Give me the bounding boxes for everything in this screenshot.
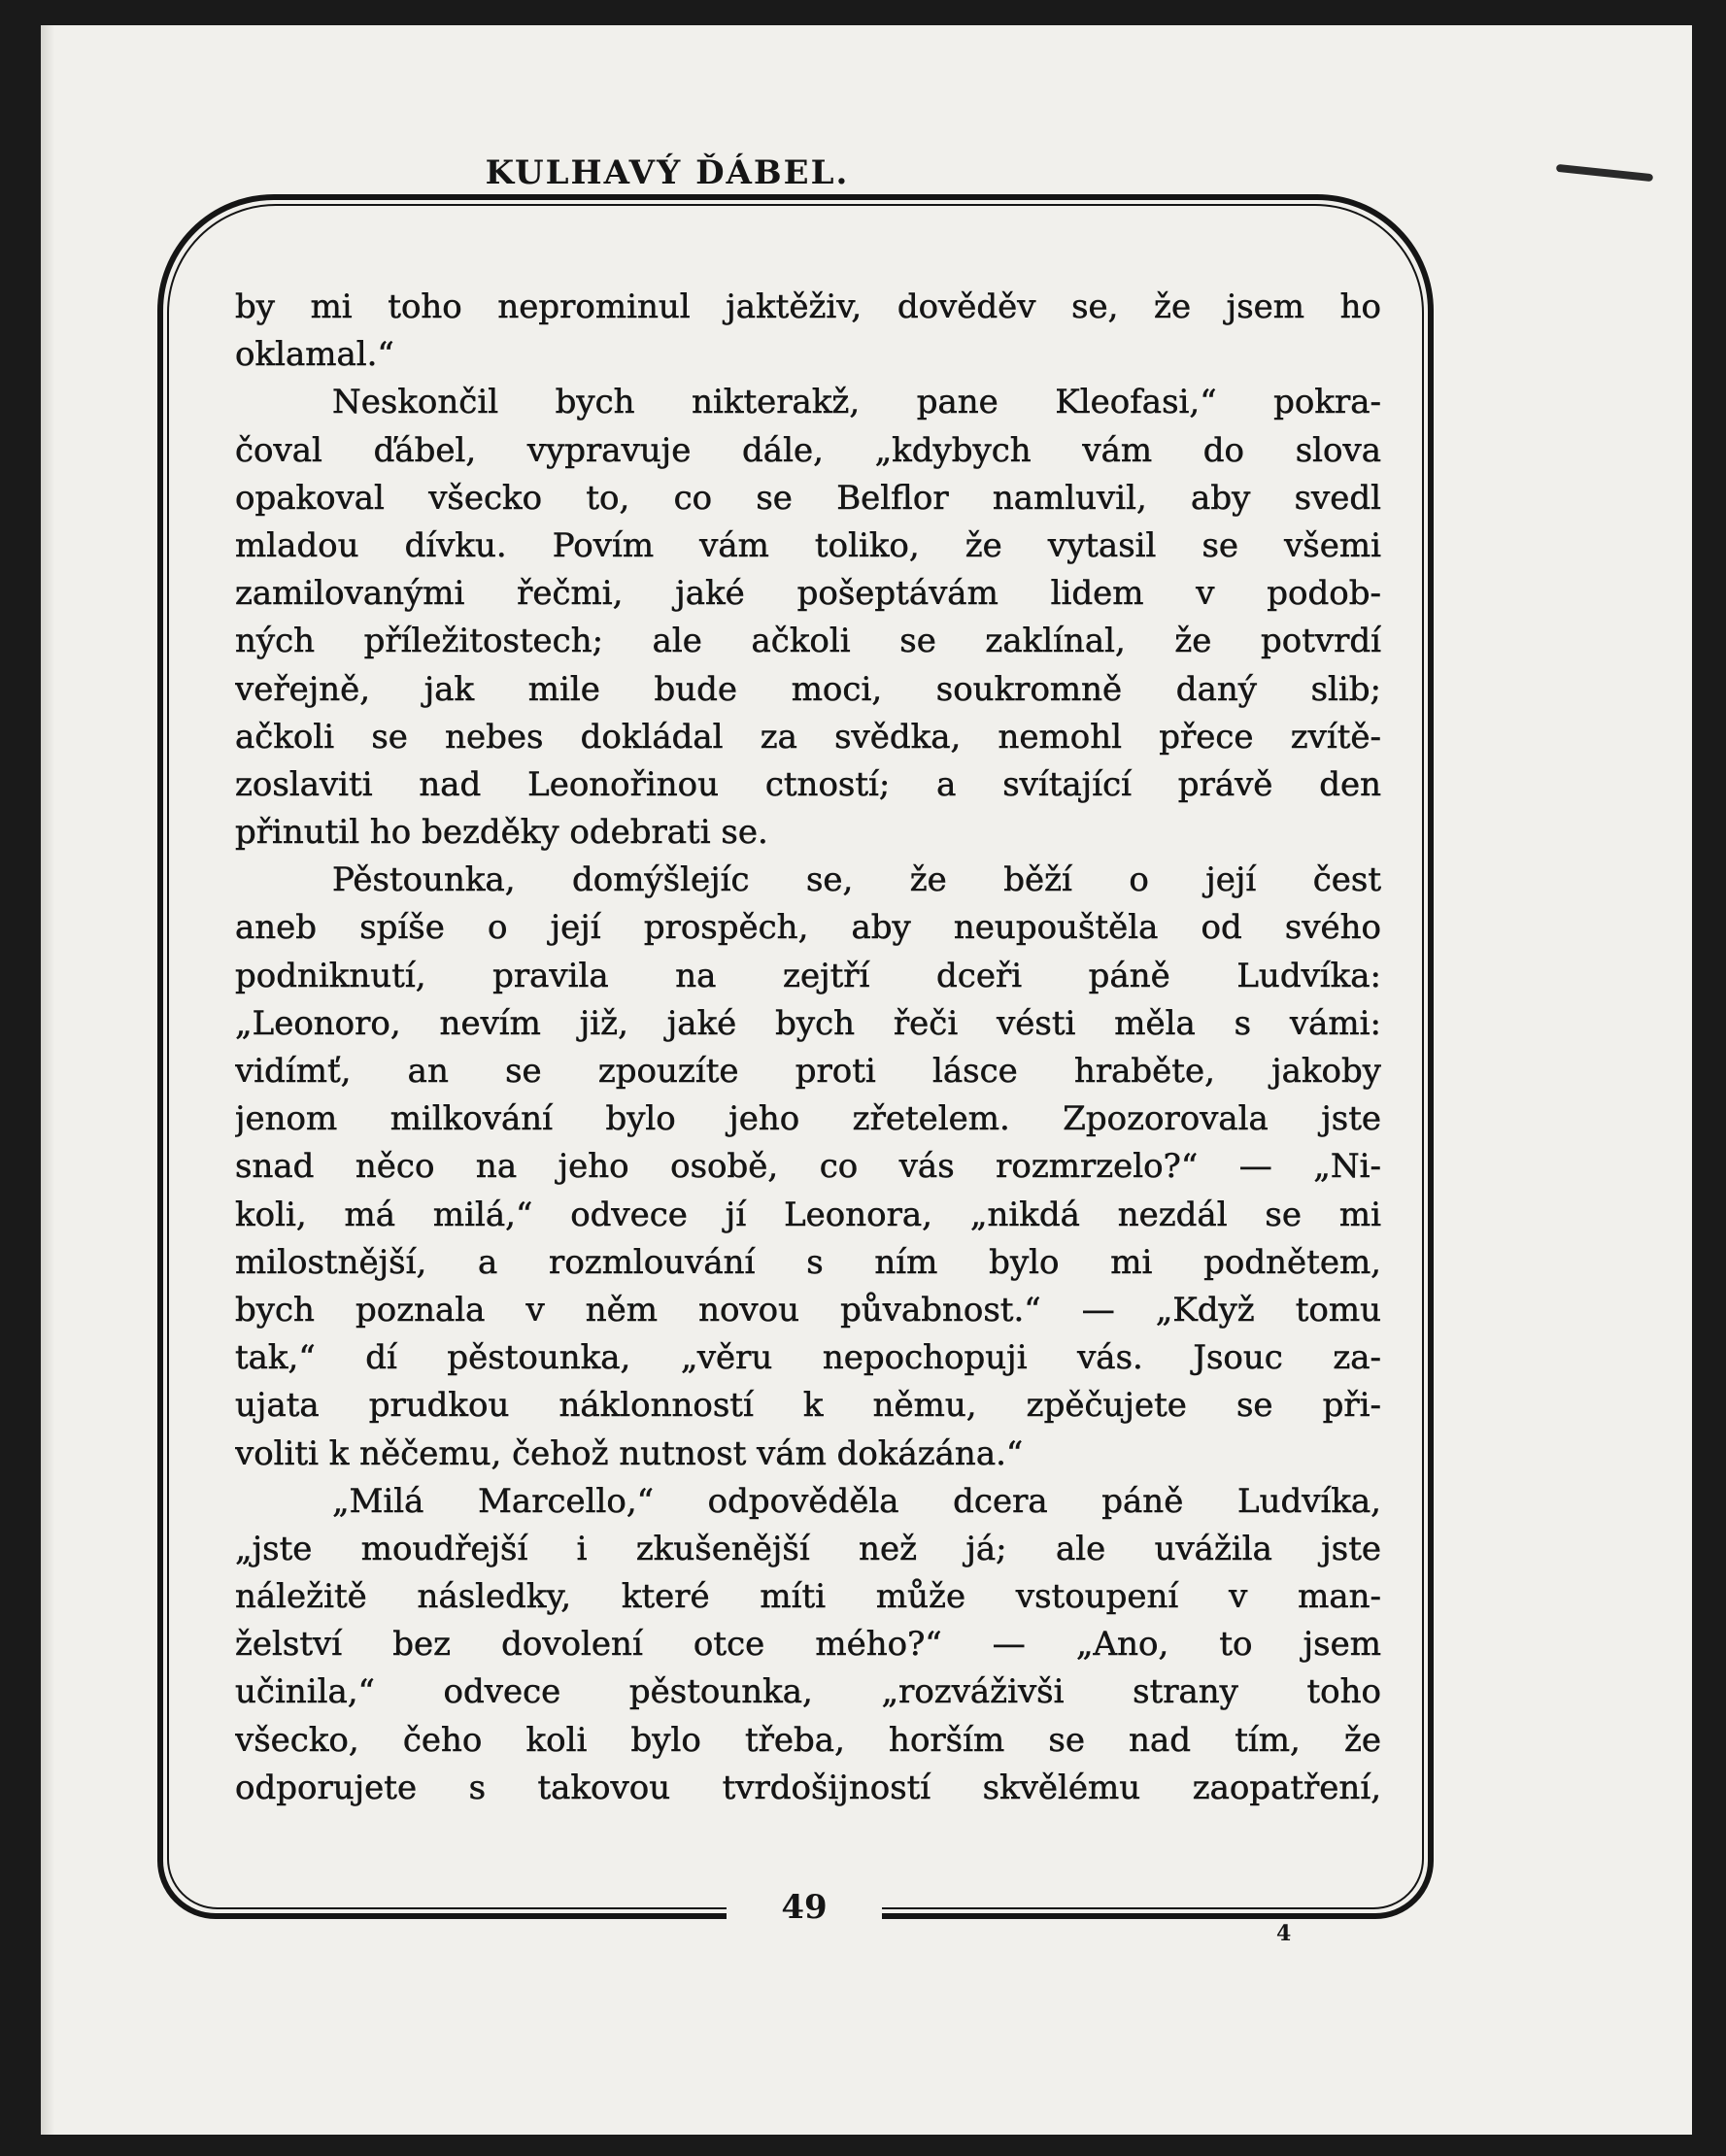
text-line: „jste moudřejší i zkušenější než já; ale uvážila jste: [235, 1529, 1381, 1568]
text-line: čoval ďábel, vypravuje dále, „kdybych vám do slova: [235, 430, 1381, 470]
text-line: Neskončil bych nikterakž, pane Kleofasi,“ pokra-: [332, 383, 1381, 422]
text-line: podniknutí, pravila na zejtří dceři páně Ludvíka:: [235, 956, 1381, 995]
text-line: oklamal.“: [235, 335, 394, 375]
text-line: učinila,“ odvece pěstounka, „rozváživši strany toho: [235, 1672, 1381, 1712]
text-line: by mi toho neprominul jaktěživ, dověděv se, že jsem ho: [235, 287, 1381, 326]
text-line: mladou dívku. Povím vám toliko, že vytasil se všemi: [235, 525, 1381, 565]
running-title: KULHAVÝ ĎÁBEL.: [485, 153, 850, 192]
text-line: všecko, čeho koli bylo třeba, horším se nad tím, že: [235, 1720, 1381, 1760]
page-edge-mark: [1556, 164, 1653, 182]
text-line: vidímť, an se zpouzíte proti lásce hraběte, jakoby: [235, 1052, 1381, 1091]
page-number: 49: [781, 1888, 828, 1927]
text-line: snad něco na jeho osobě, co vás rozmrzelo?“ — „Ni-: [235, 1147, 1381, 1187]
text-line: tak,“ dí pěstounka, „věru nepochopuji vás. Jsouc za-: [235, 1338, 1381, 1378]
text-line: zoslaviti nad Leonořinou ctností; a svítající právě den: [235, 764, 1381, 804]
text-line: odporujete s takovou tvrdošijností skvělému zaopatření,: [235, 1768, 1381, 1807]
text-line: „Leonoro, nevím již, jaké bych řeči vésti měla s vámi:: [235, 1003, 1381, 1043]
text-line: přinutil ho bezděky odebrati se.: [235, 813, 768, 853]
text-line: veřejně, jak mile bude moci, soukromně daný slib;: [235, 669, 1381, 709]
text-line: jenom milkování bylo jeho zřetelem. Zpozorovala jste: [235, 1099, 1381, 1139]
text-line: „Milá Marcello,“ odpověděla dcera páně Ludvíka,: [332, 1481, 1381, 1521]
text-line: želství bez dovolení otce mého?“ — „Ano, to jsem: [235, 1625, 1381, 1665]
signature-mark: 4: [1276, 1921, 1292, 1946]
page-gutter: [41, 25, 54, 2135]
text-line: zamilovanými řečmi, jaké pošeptávám lidem v podob-: [235, 574, 1381, 614]
text-line: bych poznala v něm novou půvabnost.“ — „Když tomu: [235, 1290, 1381, 1330]
text-line: ných příležitostech; ale ačkoli se zaklínal, že potvrdí: [235, 622, 1381, 661]
text-line: milostnější, a rozmlouvání s ním bylo mi podnětem,: [235, 1242, 1381, 1282]
text-line: náležitě následky, které míti může vstoupení v man-: [235, 1577, 1381, 1617]
text-line: ačkoli se nebes dokládal za svědka, nemohl přece zvítě-: [235, 717, 1381, 757]
text-line: aneb spíše o její prospěch, aby neupouštěla od svého: [235, 908, 1381, 948]
text-line: voliti k něčemu, čehož nutnost vám dokázána.“: [235, 1433, 1024, 1473]
text-line: Pěstounka, domýšlejíc se, že běží o její čest: [332, 860, 1381, 900]
text-line: koli, má milá,“ odvece jí Leonora, „nikdá nezdál se mi: [235, 1195, 1381, 1234]
text-line: ujata prudkou náklonností k němu, zpěčujete se při-: [235, 1386, 1381, 1426]
text-line: opakoval všecko to, co se Belflor namluvil, aby svedl: [235, 478, 1381, 518]
body-text: [235, 284, 1381, 1812]
